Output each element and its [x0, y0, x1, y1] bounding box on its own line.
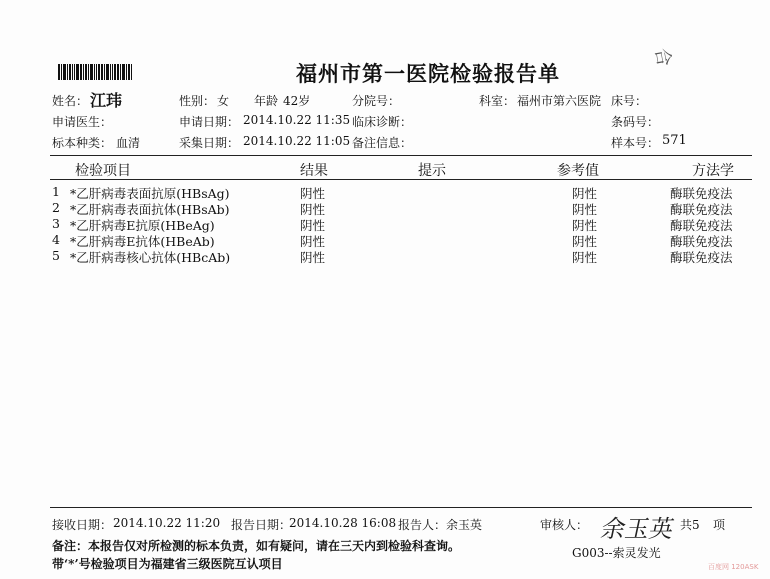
dept-label: 科室：	[479, 94, 516, 108]
footnote-mutual-recognition: 带‘*’号检验项目为福建省三级医院互认项目	[52, 557, 283, 571]
report-date-label: 报告日期：	[231, 518, 292, 532]
row-method: 酶联免疫法	[670, 202, 733, 217]
patient-name: 江玮	[90, 91, 123, 110]
report-date: 2014.10.28 16:08	[289, 516, 397, 530]
row-ref: 阴性	[572, 218, 598, 233]
row-result: 阴性	[300, 218, 326, 233]
col-header-method: 方法学	[692, 163, 734, 179]
col-header-hint: 提示	[418, 163, 446, 179]
total-count: 共5	[680, 518, 700, 532]
age-label: 年龄	[254, 94, 279, 108]
barcode-graphic	[58, 64, 146, 80]
sex-label: 性别：	[179, 94, 216, 108]
diagnosis-label: 临床诊断：	[352, 115, 413, 129]
col-header-item: 检验项目	[75, 163, 131, 179]
name-label: 姓名：	[52, 94, 89, 108]
branch-label: 分院号：	[352, 94, 401, 108]
reviewer-label: 审核人：	[540, 518, 589, 532]
table-header-rule	[50, 179, 752, 180]
row-ref: 阴性	[572, 250, 598, 265]
remark-label: 备注信息：	[352, 136, 413, 150]
doctor-label: 申请医生：	[52, 115, 113, 129]
patient-sex: 女	[217, 94, 230, 108]
row-item: *乙肝病毒E抗原(HBeAg)	[70, 218, 215, 233]
table-top-rule	[50, 155, 752, 156]
report-title: 福州市第一医院检验报告单	[296, 61, 560, 86]
row-ref: 阴性	[572, 202, 598, 217]
row-result: 阴性	[300, 234, 326, 249]
specimen-value: 血清	[116, 136, 141, 150]
row-number: 1	[52, 184, 60, 199]
footer-rule	[50, 507, 752, 508]
specimen-label: 标本种类：	[52, 136, 113, 150]
row-method: 酶联免疫法	[670, 218, 733, 233]
col-header-ref: 参考值	[557, 163, 599, 179]
dept-value: 福州市第六医院	[517, 94, 602, 108]
reporter-label: 报告人：	[398, 518, 447, 532]
row-item: *乙肝病毒表面抗体(HBsAb)	[70, 202, 230, 217]
receive-date: 2014.10.22 11:20	[113, 516, 221, 530]
reporter-name: 余玉英	[446, 518, 483, 532]
sample-label: 样本号：	[611, 136, 660, 150]
collect-date: 2014.10.22 11:05	[243, 134, 351, 148]
row-ref: 阴性	[572, 234, 598, 249]
row-method: 酶联免疫法	[670, 186, 733, 201]
row-result: 阴性	[300, 186, 326, 201]
row-method: 酶联免疫法	[670, 234, 733, 249]
apply-date-label: 申请日期：	[179, 115, 240, 129]
collect-date-label: 采集日期：	[179, 136, 240, 150]
patient-age: 42岁	[283, 94, 311, 108]
row-item: *乙肝病毒核心抗体(HBcAb)	[70, 250, 231, 265]
instrument-code: G003--索灵发光	[572, 546, 661, 560]
sample-number: 571	[662, 133, 687, 148]
total-unit: 项	[713, 518, 726, 532]
row-item: *乙肝病毒E抗体(HBeAb)	[70, 234, 215, 249]
row-number: 4	[52, 232, 60, 247]
row-item: *乙肝病毒表面抗原(HBsAg)	[70, 186, 230, 201]
row-result: 阴性	[300, 202, 326, 217]
receive-date-label: 接收日期：	[52, 518, 113, 532]
bed-label: 床号：	[611, 94, 648, 108]
reviewer-signature: 余玉英	[598, 515, 677, 543]
row-method: 酶联免疫法	[670, 250, 733, 265]
row-ref: 阴性	[572, 186, 598, 201]
row-number: 5	[52, 248, 60, 263]
col-header-result: 结果	[300, 163, 328, 179]
row-number: 2	[52, 200, 60, 215]
footnote-disclaimer: 备注：本报告仅对所检测的标本负责，如有疑问，请在三天内到检验科查询。	[52, 539, 461, 553]
corner-handwritten-mark: 合	[650, 46, 675, 68]
apply-date: 2014.10.22 11:35	[243, 113, 351, 127]
row-result: 阴性	[300, 250, 326, 265]
row-number: 3	[52, 216, 60, 231]
source-watermark: 百度网 120ASK	[708, 563, 759, 571]
barcode-label: 条码号：	[611, 115, 660, 129]
